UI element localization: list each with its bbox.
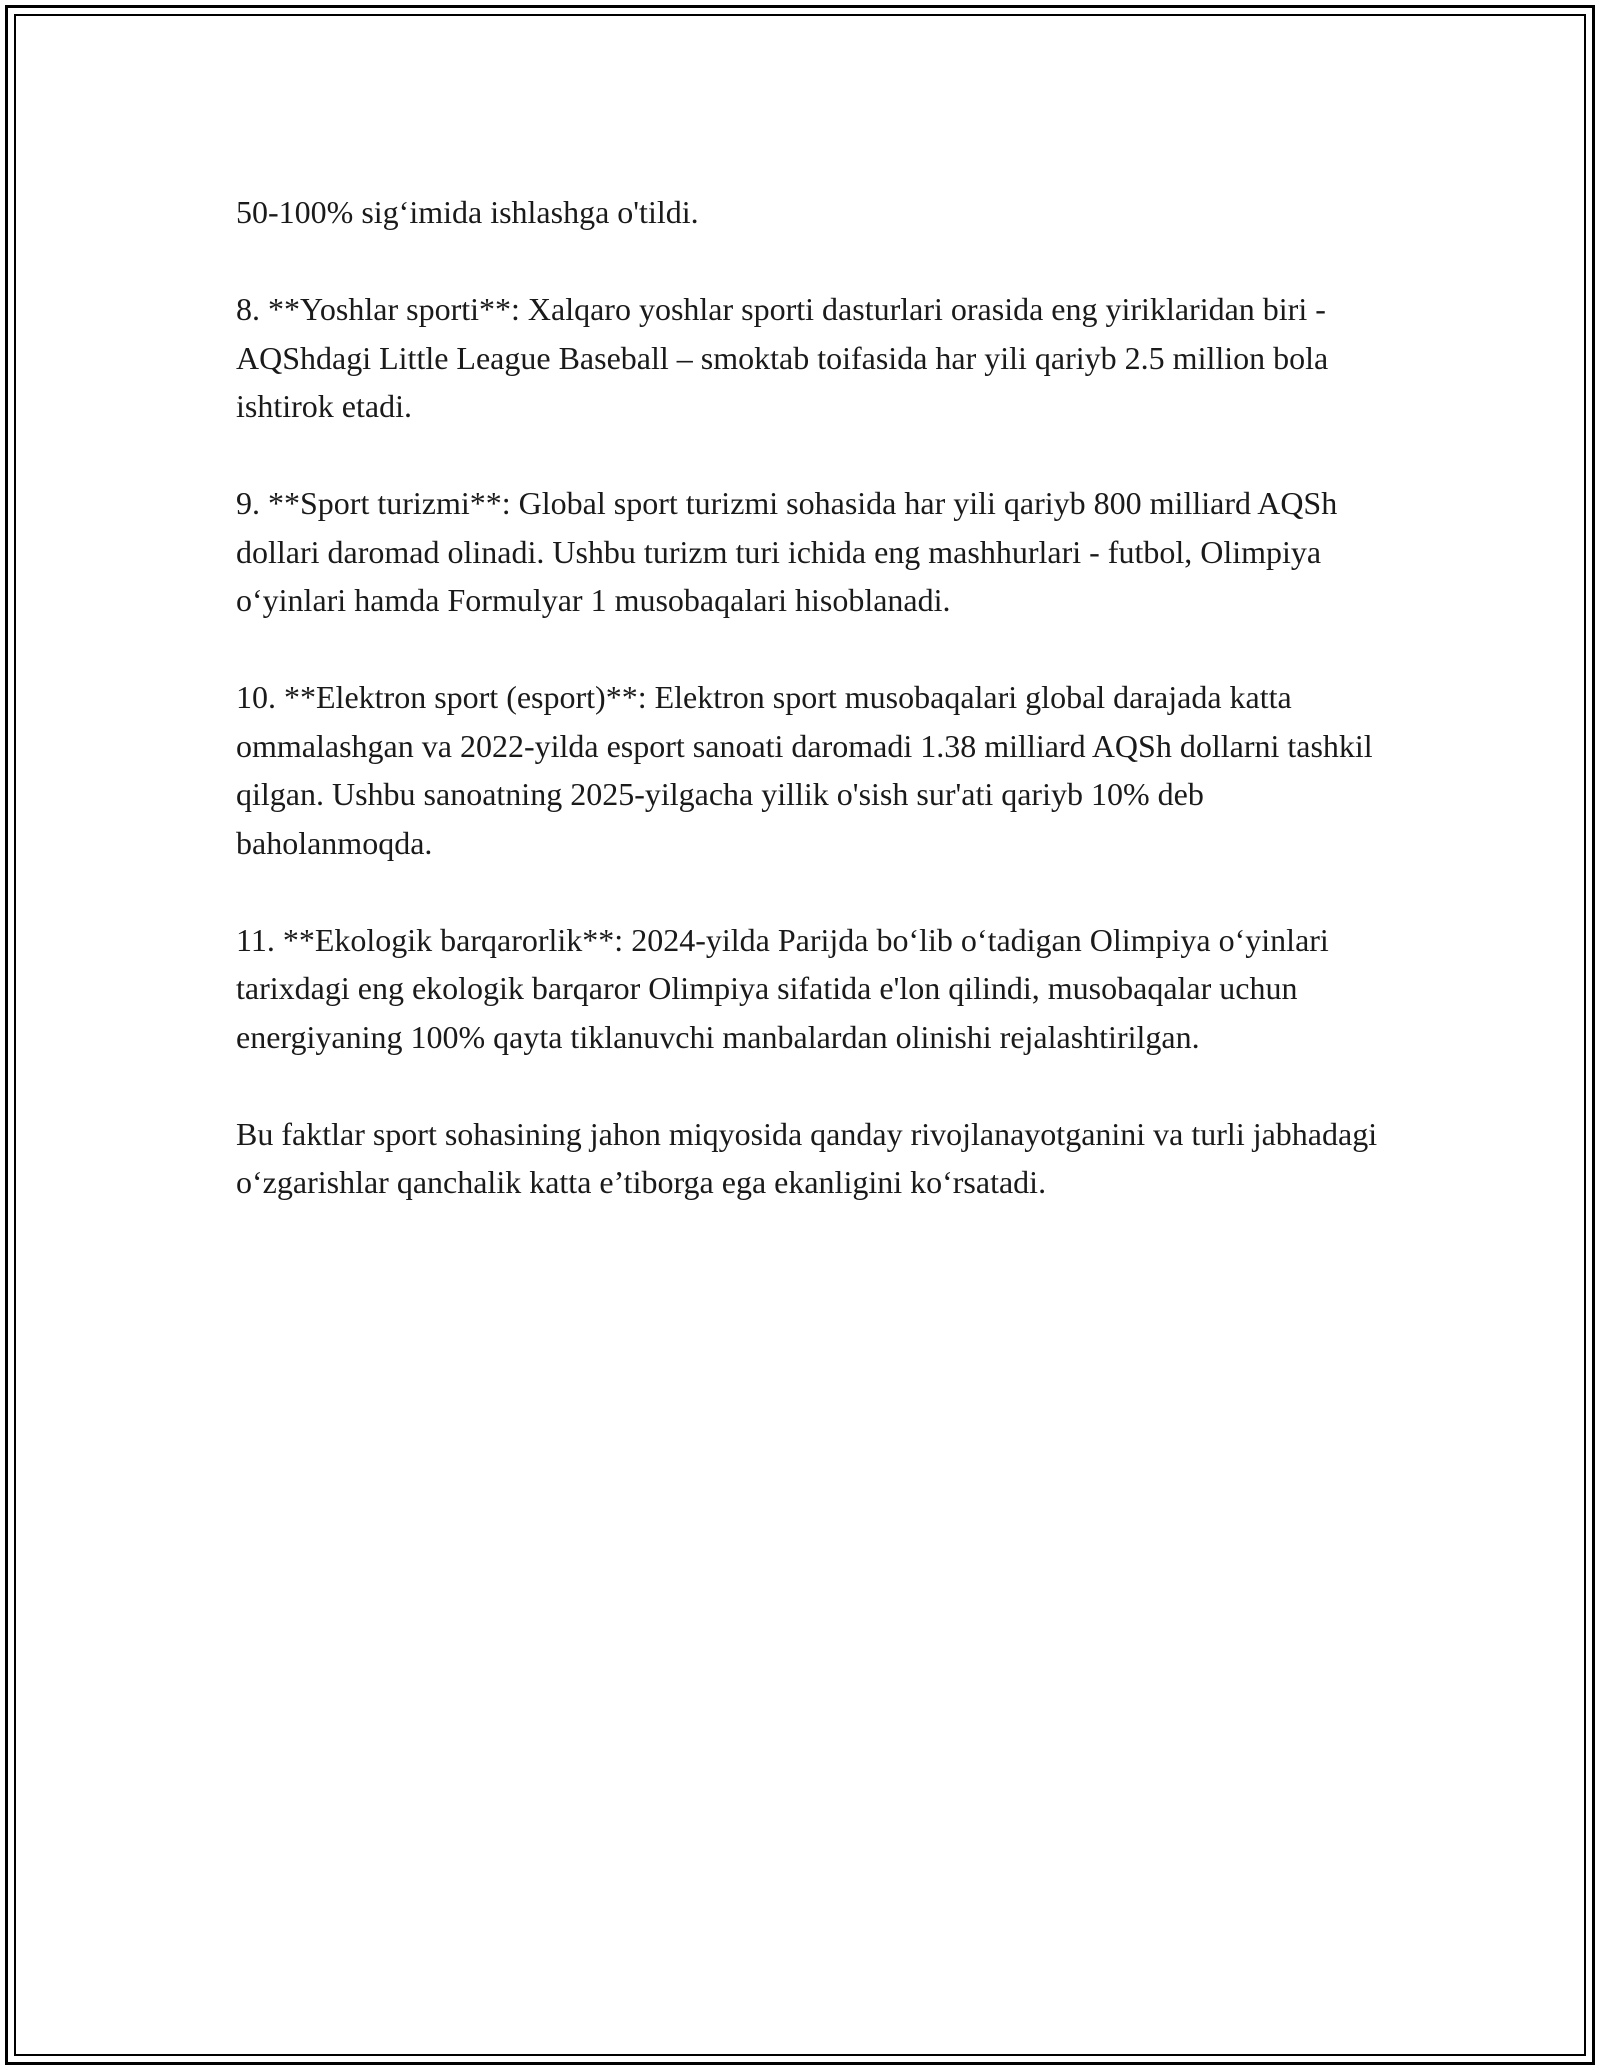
paragraph-sport-tourism: 9. **Sport turizmi**: Global sport turizmi sohasida har yili qariyb 800 milliard AQSh dollari daromad olinadi. Ushbu turizm turi ichida eng mashhurlari - futbol, Olimpiya o‘yinlari hamda Formulyar 1 musobaqalari hisoblanadi. xyxy=(236,485,1338,618)
document-body xyxy=(236,188,1386,1255)
paragraph-continuation: 50-100% sig‘imida ishlashga o'tildi. xyxy=(236,194,699,230)
paragraph-ecological-sustainability: 11. **Ekologik barqarorlik**: 2024-yilda Parijda bo‘lib o‘tadigan Olimpiya o‘yinlari tarixdagi eng ekologik barqaror Olimpiya sifatida e'lon qilindi, musobaqalar uchun energiyaning 100% qayta tiklanuvchi manbalardan olinishi rejalashtirilgan. xyxy=(236,921,1329,1055)
paragraph-youth-sports: 8. **Yoshlar sporti**: Xalqaro yoshlar sporti dasturlari orasida eng yiriklaridan biri - AQShdagi Little League Baseball – smoktab toifasida har yili qariyb 2.5 million bola ishtirok etadi. xyxy=(236,291,1329,424)
paragraph-conclusion: Bu faktlar sport sohasining jahon miqyosida qanday rivojlanayotganini va turli jabhadagi o‘zgarishlar qanchalik katta e’tiborga ega ekanligini ko‘rsatadi. xyxy=(236,1115,1378,1200)
paragraph-esports: 10. **Elektron sport (esport)**: Elektron sport musobaqalari global darajada katta ommalashgan va 2022-yilda esport sanoati daromadi 1.38 milliard AQSh dollarni tashkil qilgan. Ushbu sanoatning 2025-yilgacha yillik o'sish sur'ati qariyb 10% deb baholanmoqda. xyxy=(236,679,1373,861)
